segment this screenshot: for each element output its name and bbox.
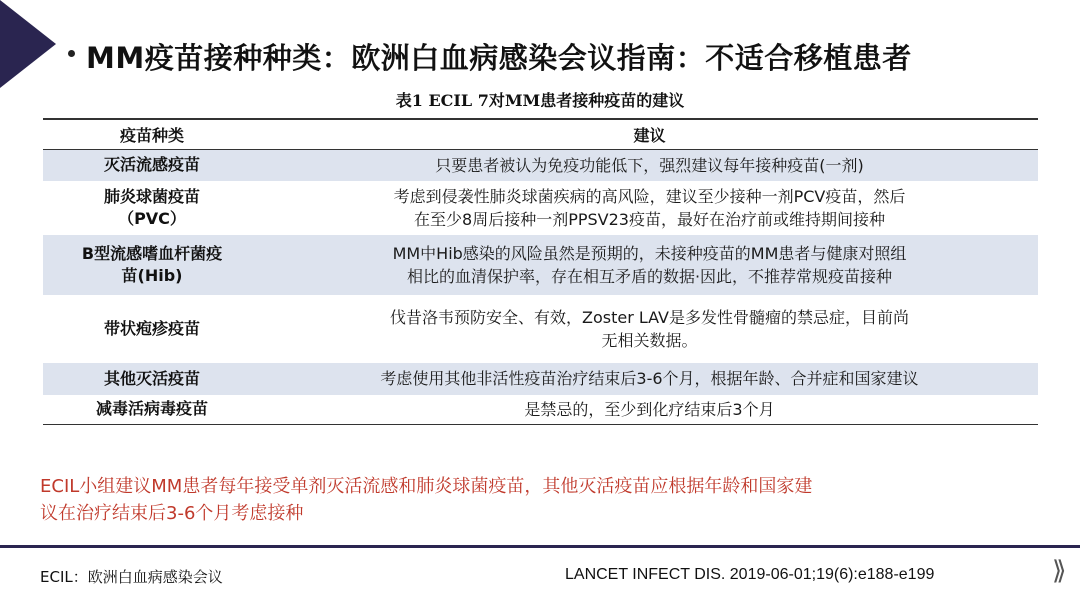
slide-title: MM疫苗接种种类：欧洲白血病感染会议指南：不适合移植患者 bbox=[86, 41, 912, 75]
table-row bbox=[43, 295, 1038, 363]
recommendation-cell: 只要患者被认为免疫功能低下，强烈建议每年接种疫苗(一剂) bbox=[261, 150, 1038, 181]
header-vaccine-type: 疫苗种类 bbox=[43, 119, 261, 150]
corner-triangle-decoration bbox=[0, 0, 56, 88]
table-header-row bbox=[43, 119, 1038, 150]
recommendation-cell: 是禁忌的，至少到化疗结束后3个月 bbox=[261, 395, 1038, 425]
summary-note: ECIL小组建议MM患者每年接受单剂灭活流感和肺炎球菌疫苗，其他灭活疫苗应根据年龄和国家建 议在治疗结束后3-6个月考虑接种 bbox=[40, 476, 813, 524]
recommendation-cell: 考虑到侵袭性肺炎球菌疾病的高风险，建议至少接种一剂PCV疫苗，然后 在至少8周后接种一剂PPSV23疫苗，最好在治疗前或维持期间接种 bbox=[393, 186, 906, 229]
vaccine-type-cell: B型流感嗜血杆菌疫 苗(Hib) bbox=[43, 235, 261, 295]
footer-citation: LANCET INFECT DIS. 2019-06-01;19(6):e188-e199 bbox=[565, 566, 935, 583]
table-row bbox=[43, 363, 1038, 395]
recommendation-cell: 考虑使用其他非活性疫苗治疗结束后3-6个月，根据年龄、合并症和国家建议 bbox=[261, 363, 1038, 395]
vaccine-type-cell: 其他灭活疫苗 bbox=[43, 363, 261, 395]
vaccine-type-cell: 减毒活病毒疫苗 bbox=[43, 395, 261, 425]
footer-abbreviation: ECIL：欧洲白血病感染会议 bbox=[40, 568, 223, 586]
vaccine-type-cell: 带状疱疹疫苗 bbox=[103, 318, 200, 338]
table-row bbox=[43, 235, 1038, 295]
vaccine-type-cell: 灭活流感疫苗 bbox=[43, 150, 261, 181]
recommendation-table bbox=[43, 118, 1038, 425]
header-recommendation: 建议 bbox=[261, 119, 1038, 150]
vaccine-type-cell: 肺炎球菌疫苗 （PVC） bbox=[103, 186, 200, 228]
title-bullet bbox=[68, 50, 75, 57]
footer-divider bbox=[0, 545, 1080, 548]
recommendation-cell: MM中Hib感染的风险虽然是预期的，未接种疫苗的MM患者与健康对照组 相比的血清保护率，存在相互矛盾的数据·因此，不推荐常规疫苗接种 bbox=[261, 235, 1038, 295]
table-row bbox=[43, 395, 1038, 425]
next-slide-icon[interactable]: ⟫ bbox=[1052, 556, 1067, 586]
table-row bbox=[43, 181, 1038, 235]
table-row bbox=[43, 150, 1038, 181]
recommendation-cell: 伐昔洛韦预防安全、有效，Zoster LAV是多发性骨髓瘤的禁忌症，目前尚 无相关数据。 bbox=[389, 307, 910, 350]
table-caption: 表1 ECIL 7对MM患者接种疫苗的建议 bbox=[395, 91, 685, 110]
